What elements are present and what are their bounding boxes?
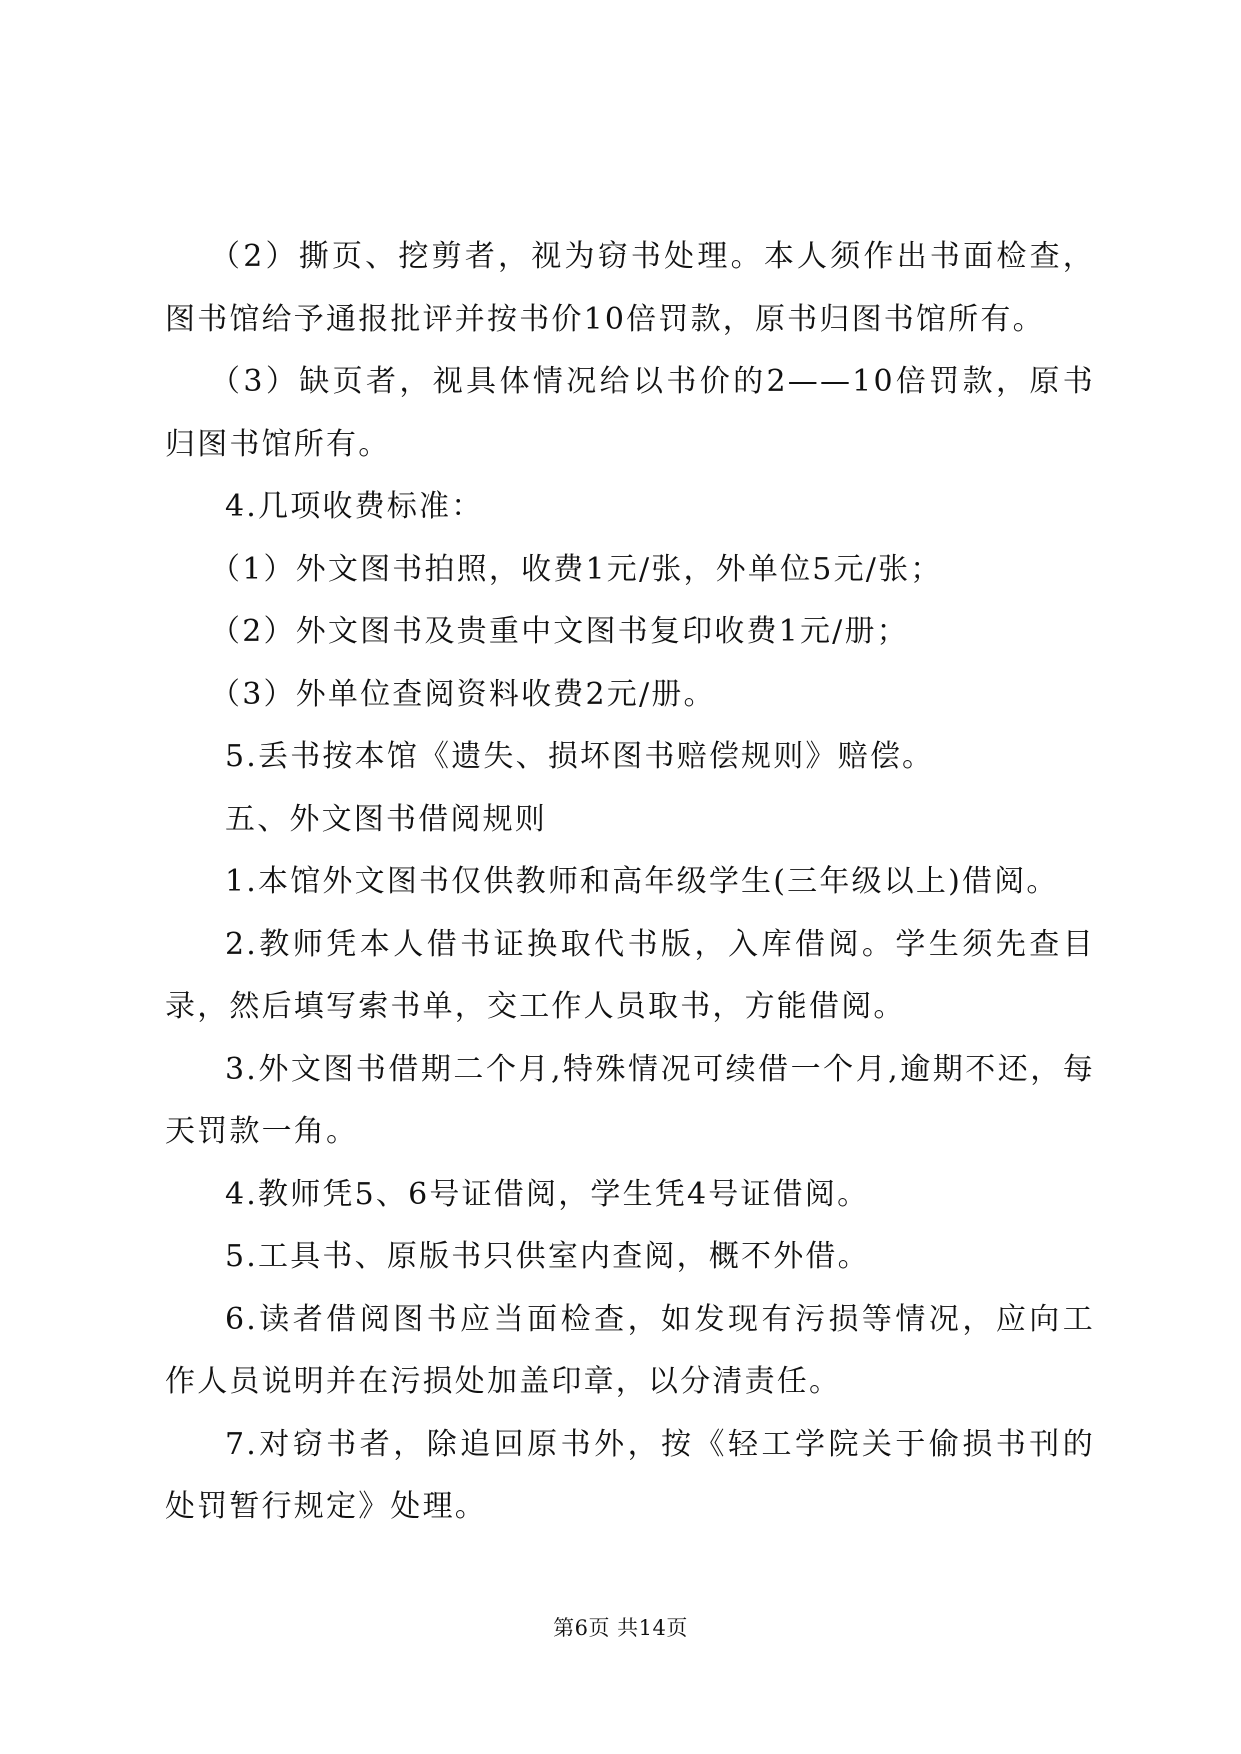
paragraph-rule-6: 6.读者借阅图书应当面检查，如发现有污损等情况，应向工作人员说明并在污损处加盖印章，以分清责任。 — [165, 1301, 1095, 1399]
paragraph-fee-photo: （1）外文图书拍照，收费1元/张，外单位5元/张； — [210, 551, 943, 587]
paragraph-fee-standards: 4.几项收费标准： — [225, 489, 484, 524]
paragraph-rule-5: 5.工具书、原版书只供室内查阅，概不外借。 — [225, 1239, 870, 1274]
paragraph-rule-7: 7.对窃书者，除追回原书外，按《轻工学院关于偷损书刊的处罚暂行规定》处理。 — [165, 1426, 1095, 1524]
page-number-footer: 第6页 共14页 — [553, 1616, 688, 1640]
document-body — [165, 226, 1095, 1539]
paragraph-fee-lookup: （3）外单位查阅资料收费2元/册。 — [210, 676, 716, 712]
paragraph-fee-copy: （2）外文图书及贵重中文图书复印收费1元/册； — [210, 614, 909, 649]
paragraph-tear-pages: （2）撕页、挖剪者，视为窃书处理。本人须作出书面检查，图书馆给予通报批评并按书价10倍罚款，原书归图书馆所有。 — [165, 239, 1095, 337]
paragraph-rule-1: 1.本馆外文图书仅供教师和高年级学生(三年级以上)借阅。 — [225, 864, 1059, 899]
paragraph-rule-4: 4.教师凭5、6号证借阅，学生凭4号证借阅。 — [225, 1176, 870, 1212]
paragraph-lost-books: 5.丢书按本馆《遗失、损坏图书赔偿规则》赔偿。 — [225, 739, 935, 774]
section-heading-foreign-books: 五、外文图书借阅规则 — [225, 801, 547, 837]
paragraph-rule-2: 2.教师凭本人借书证换取代书版，入库借阅。学生须先查目录，然后填写索书单，交工作人员取书，方能借阅。 — [165, 926, 1095, 1024]
paragraph-rule-3: 3.外文图书借期二个月,特殊情况可续借一个月,逾期不还，每天罚款一角。 — [165, 1051, 1095, 1149]
paragraph-missing-pages: （3）缺页者，视具体情况给以书价的2——10倍罚款，原书归图书馆所有。 — [165, 364, 1095, 462]
